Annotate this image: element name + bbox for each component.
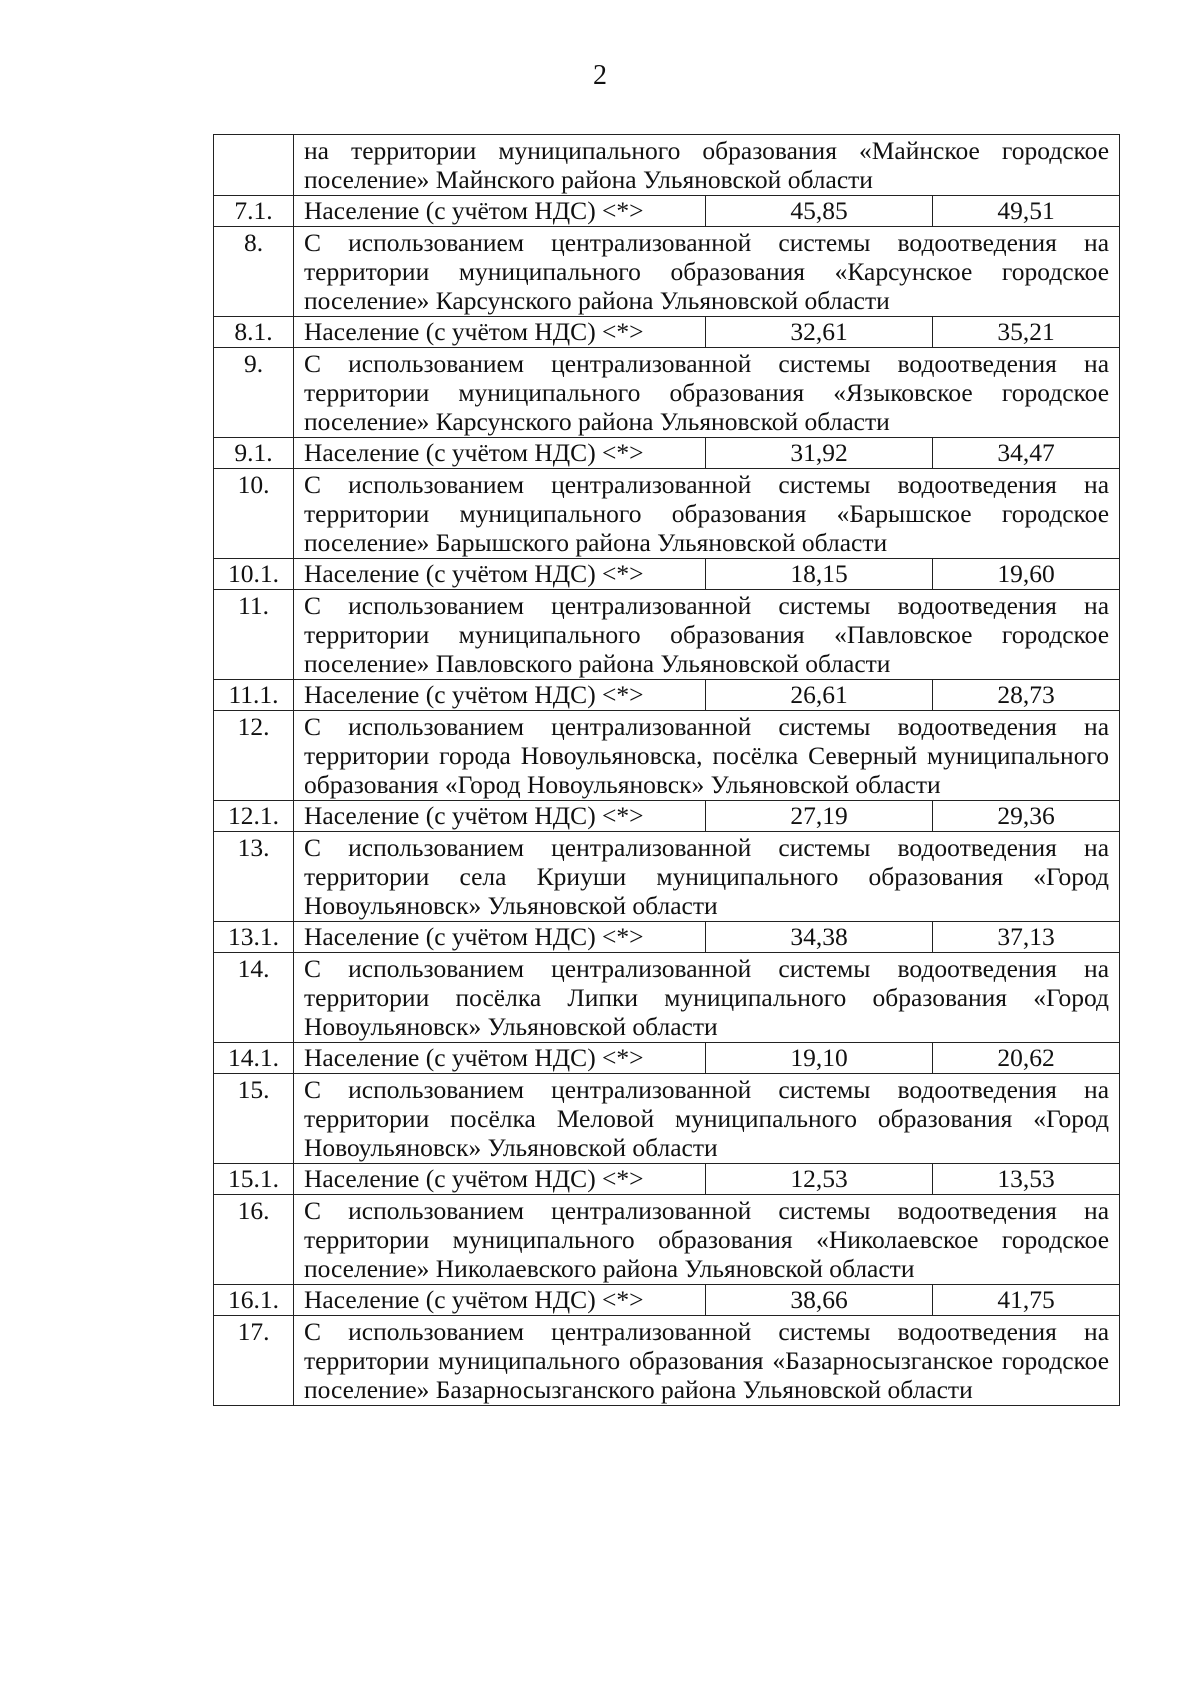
section-row xyxy=(214,711,1120,801)
tariff-value-period-1: 26,61 xyxy=(706,680,933,711)
section-description: С использованием централизованной системы водоотведения на территории посёлка Меловой муниципального образования «Город Новоульяновск» Ульяновской области xyxy=(294,1074,1120,1164)
tariff-value-period-2: 49,51 xyxy=(933,196,1120,227)
tariff-value-period-2: 28,73 xyxy=(933,680,1120,711)
section-description: С использованием централизованной системы водоотведения на территории муниципального образования «Карсунское городское поселение» Карсунского района Ульяновской области xyxy=(294,227,1120,317)
section-description: С использованием централизованной системы водоотведения на территории муниципального образования «Барышское городское поселение» Барышского района Ульяновской области xyxy=(294,469,1120,559)
tariff-value-period-2: 35,21 xyxy=(933,317,1120,348)
tariff-row xyxy=(214,438,1120,469)
row-number: 9.1. xyxy=(214,438,294,469)
section-row xyxy=(214,1195,1120,1285)
section-description: С использованием централизованной системы водоотведения на территории села Криуши муниципального образования «Город Новоульяновск» Ульяновской области xyxy=(294,832,1120,922)
tariff-row xyxy=(214,680,1120,711)
tariff-row xyxy=(214,317,1120,348)
section-description: С использованием централизованной системы водоотведения на территории муниципального образования «Языковское городское поселение» Карсунского района Ульяновской области xyxy=(294,348,1120,438)
section-description: С использованием централизованной системы водоотведения на территории муниципального образования «Павловское городское поселение» Павловского района Ульяновской области xyxy=(294,590,1120,680)
tariff-value-period-2: 29,36 xyxy=(933,801,1120,832)
tariff-row xyxy=(214,196,1120,227)
tariff-value-period-1: 34,38 xyxy=(706,922,933,953)
section-row xyxy=(214,227,1120,317)
section-row xyxy=(214,832,1120,922)
consumer-category: Население (с учётом НДС) <*> xyxy=(294,317,706,348)
consumer-category: Население (с учётом НДС) <*> xyxy=(294,438,706,469)
consumer-category: Население (с учётом НДС) <*> xyxy=(294,801,706,832)
tariff-value-period-1: 32,61 xyxy=(706,317,933,348)
consumer-category: Население (с учётом НДС) <*> xyxy=(294,1043,706,1074)
tariff-value-period-1: 38,66 xyxy=(706,1285,933,1316)
section-row xyxy=(214,469,1120,559)
tariff-value-period-1: 12,53 xyxy=(706,1164,933,1195)
tariff-value-period-1: 19,10 xyxy=(706,1043,933,1074)
tariff-row xyxy=(214,559,1120,590)
section-row xyxy=(214,348,1120,438)
section-description: С использованием централизованной системы водоотведения на территории муниципального образования «Базарносызганское городское поселение» Базарносызганского района Ульяновской области xyxy=(294,1316,1120,1406)
row-number xyxy=(214,135,294,196)
tariff-value-period-2: 41,75 xyxy=(933,1285,1120,1316)
row-number: 13.1. xyxy=(214,922,294,953)
section-row xyxy=(214,590,1120,680)
tariff-value-period-2: 20,62 xyxy=(933,1043,1120,1074)
row-number: 14.1. xyxy=(214,1043,294,1074)
tariff-row xyxy=(214,1043,1120,1074)
row-number: 12.1. xyxy=(214,801,294,832)
tariff-value-period-1: 45,85 xyxy=(706,196,933,227)
row-number: 17. xyxy=(214,1316,294,1406)
row-number: 10.1. xyxy=(214,559,294,590)
row-number: 9. xyxy=(214,348,294,438)
row-number: 13. xyxy=(214,832,294,922)
row-number: 15.1. xyxy=(214,1164,294,1195)
tariff-value-period-2: 37,13 xyxy=(933,922,1120,953)
section-description: С использованием централизованной системы водоотведения на территории посёлка Липки муниципального образования «Город Новоульяновск» Ульяновской области xyxy=(294,953,1120,1043)
section-description: на территории муниципального образования «Майнское городское поселение» Майнского района Ульяновской области xyxy=(294,135,1120,196)
row-number: 16. xyxy=(214,1195,294,1285)
row-number: 10. xyxy=(214,469,294,559)
section-row xyxy=(214,135,1120,196)
row-number: 12. xyxy=(214,711,294,801)
tariff-value-period-1: 18,15 xyxy=(706,559,933,590)
row-number: 14. xyxy=(214,953,294,1043)
row-number: 8.1. xyxy=(214,317,294,348)
section-row xyxy=(214,1074,1120,1164)
row-number: 7.1. xyxy=(214,196,294,227)
section-row xyxy=(214,1316,1120,1406)
row-number: 8. xyxy=(214,227,294,317)
row-number: 11. xyxy=(214,590,294,680)
tariff-value-period-1: 31,92 xyxy=(706,438,933,469)
page-number: 2 xyxy=(593,60,607,91)
section-description: С использованием централизованной системы водоотведения на территории муниципального образования «Николаевское городское поселение» Николаевского района Ульяновской области xyxy=(294,1195,1120,1285)
tariff-value-period-2: 19,60 xyxy=(933,559,1120,590)
tariff-value-period-1: 27,19 xyxy=(706,801,933,832)
tariff-value-period-2: 13,53 xyxy=(933,1164,1120,1195)
consumer-category: Население (с учётом НДС) <*> xyxy=(294,1285,706,1316)
tariff-row xyxy=(214,1164,1120,1195)
consumer-category: Население (с учётом НДС) <*> xyxy=(294,559,706,590)
tariff-value-period-2: 34,47 xyxy=(933,438,1120,469)
tariff-row xyxy=(214,801,1120,832)
tariff-row xyxy=(214,922,1120,953)
consumer-category: Население (с учётом НДС) <*> xyxy=(294,1164,706,1195)
tariff-table xyxy=(213,134,1120,1406)
tariff-row xyxy=(214,1285,1120,1316)
consumer-category: Население (с учётом НДС) <*> xyxy=(294,680,706,711)
row-number: 16.1. xyxy=(214,1285,294,1316)
consumer-category: Население (с учётом НДС) <*> xyxy=(294,196,706,227)
section-row xyxy=(214,953,1120,1043)
row-number: 15. xyxy=(214,1074,294,1164)
tariff-table-body xyxy=(214,135,1120,1406)
consumer-category: Население (с учётом НДС) <*> xyxy=(294,922,706,953)
row-number: 11.1. xyxy=(214,680,294,711)
section-description: С использованием централизованной системы водоотведения на территории города Новоульяновска, посёлка Северный муниципального образования «Город Новоульяновск» Ульяновской области xyxy=(294,711,1120,801)
